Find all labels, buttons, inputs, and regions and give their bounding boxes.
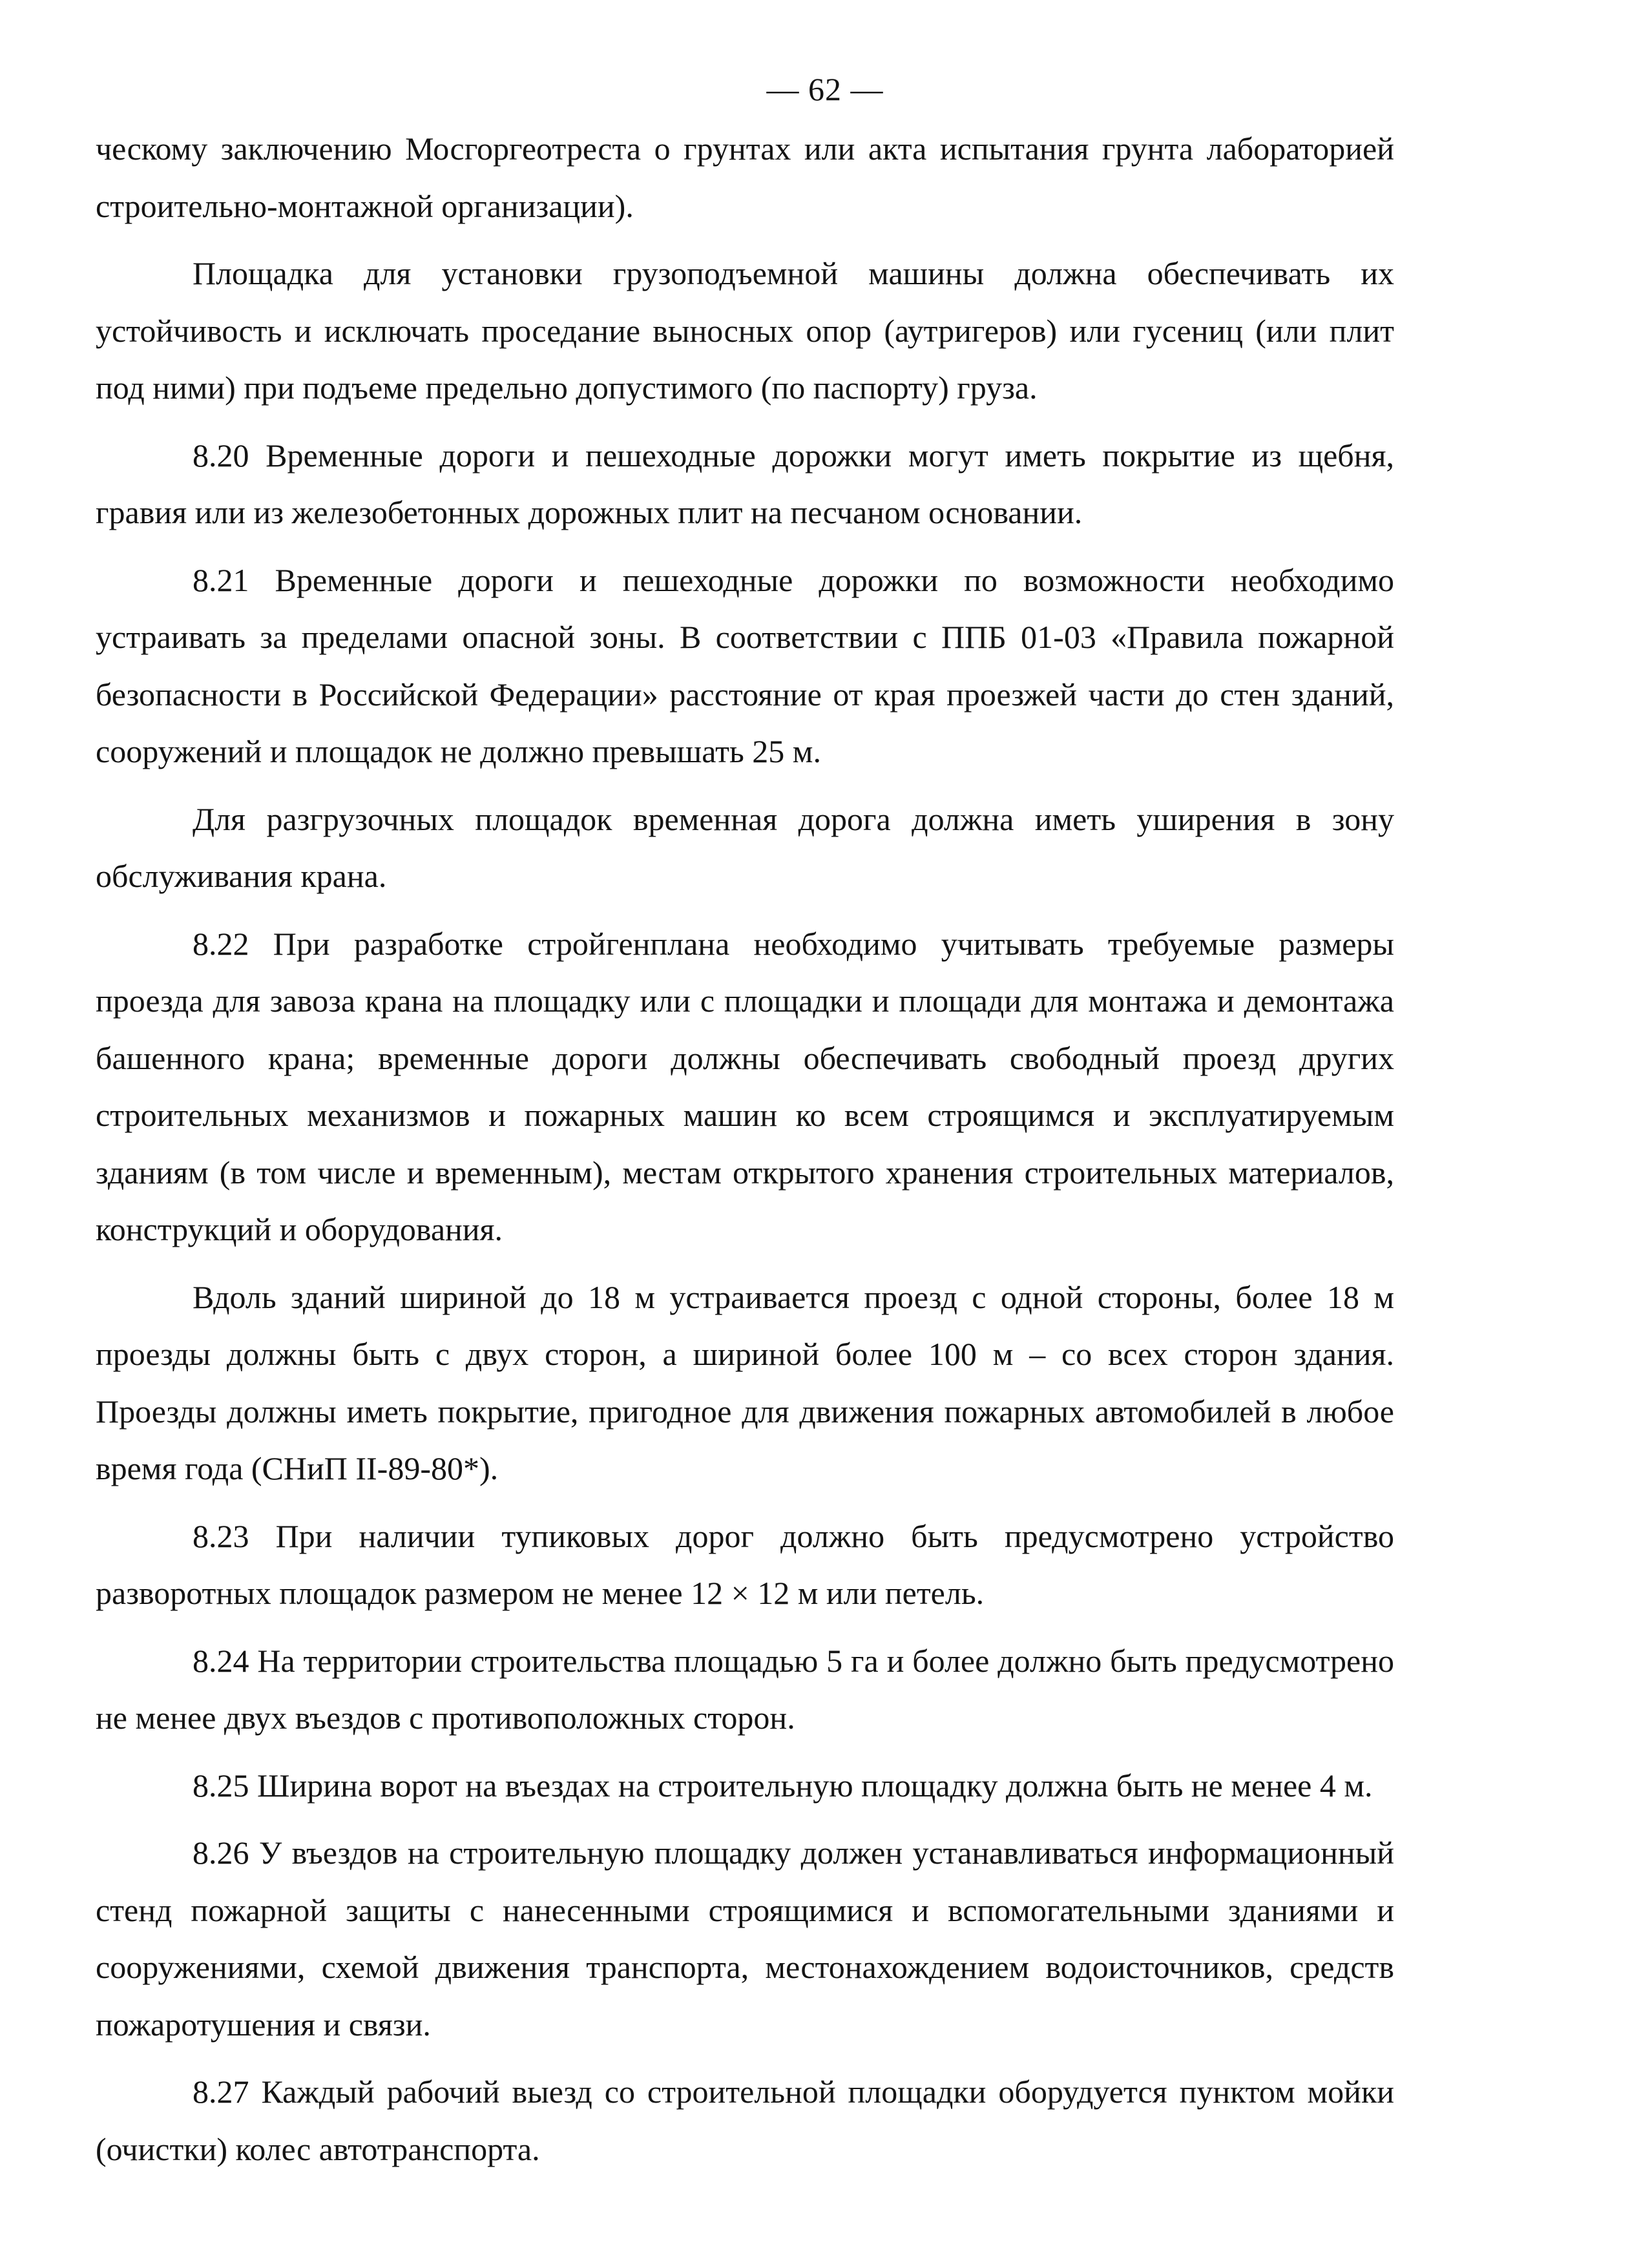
- paragraph-continuation: ческому заключению Мосгоргеотреста о грунтах или акта испытания грунта лабораторией строительно-монтажной организации).: [96, 130, 1394, 224]
- paragraph-8-27: 8.27 Каждый рабочий выезд со строительной площадки оборудуется пунктом мойки (очистки) колес автотранспорта.: [96, 2074, 1394, 2167]
- page-number: — 62 —: [766, 71, 884, 107]
- paragraph-8-23: 8.23 При наличии тупиковых дорог должно быть предусмотрено устройство разворотных площадок размером не менее 12 × 12 м или петель.: [96, 1517, 1394, 1611]
- document-body: [96, 120, 1394, 2188]
- paragraph-building-passages: Вдоль зданий шириной до 18 м устраивается проезд с одной стороны, более 18 м проезды должны быть с двух сторон, а шириной более 100 м – со всех сторон здания. Проезды должны иметь покрытие, пригодное для движения пожарных автомобилей в любое время года (СНиП II-89-80*).: [96, 1278, 1394, 1486]
- paragraph-8-25: 8.25 Ширина ворот на въездах на строительную площадку должна быть не менее 4 м.: [193, 1767, 1373, 1804]
- paragraph-crane-platform: Площадка для установки грузоподъемной машины должна обеспечивать их устойчивость и исключать проседание выносных опор (аутригеров) или гусениц (или плит под ними) при подъеме предельно допустимого (по паспорту) груза.: [96, 255, 1394, 406]
- paragraph-8-26: 8.26 У въездов на строительную площадку должен устанавливаться информационный стенд пожарной защиты с нанесенными строящимися и вспомогательными зданиями и сооружениями, схемой движения транспорта, местонахождением водоисточников, средств пожаротушения и связи.: [96, 1835, 1394, 2043]
- paragraph-unloading-areas: Для разгрузочных площадок временная дорога должна иметь уширения в зону обслуживания крана.: [96, 800, 1394, 894]
- paragraph-8-20: 8.20 Временные дороги и пешеходные дорожки могут иметь покрытие из щебня, гравия или из железобетонных дорожных плит на песчаном основании.: [96, 437, 1394, 530]
- paragraph-8-22: 8.22 При разработке стройгенплана необходимо учитывать требуемые размеры проезда для завоза крана на площадку или с площадки и площади для монтажа и демонтажа башенного крана; временные дороги должны обеспечивать свободный проезд других строительных механизмов и пожарных машин ко всем строящимся и эксплуатируемым зданиям (в том числе и временным), местам открытого хранения строительных материалов, конструкций и оборудования.: [96, 925, 1394, 1247]
- paragraph-8-24: 8.24 На территории строительства площадью 5 га и более должно быть предусмотрено не менее двух въездов с противоположных сторон.: [96, 1642, 1394, 1736]
- paragraph-8-21: 8.21 Временные дороги и пешеходные дорожки по возможности необходимо устраивать за пределами опасной зоны. В соответствии с ППБ 01-03 «Правила пожарной безопасности в Российской Федерации» расстояние от края проезжей части до стен зданий, сооружений и площадок не должно превышать 25 м.: [96, 561, 1394, 769]
